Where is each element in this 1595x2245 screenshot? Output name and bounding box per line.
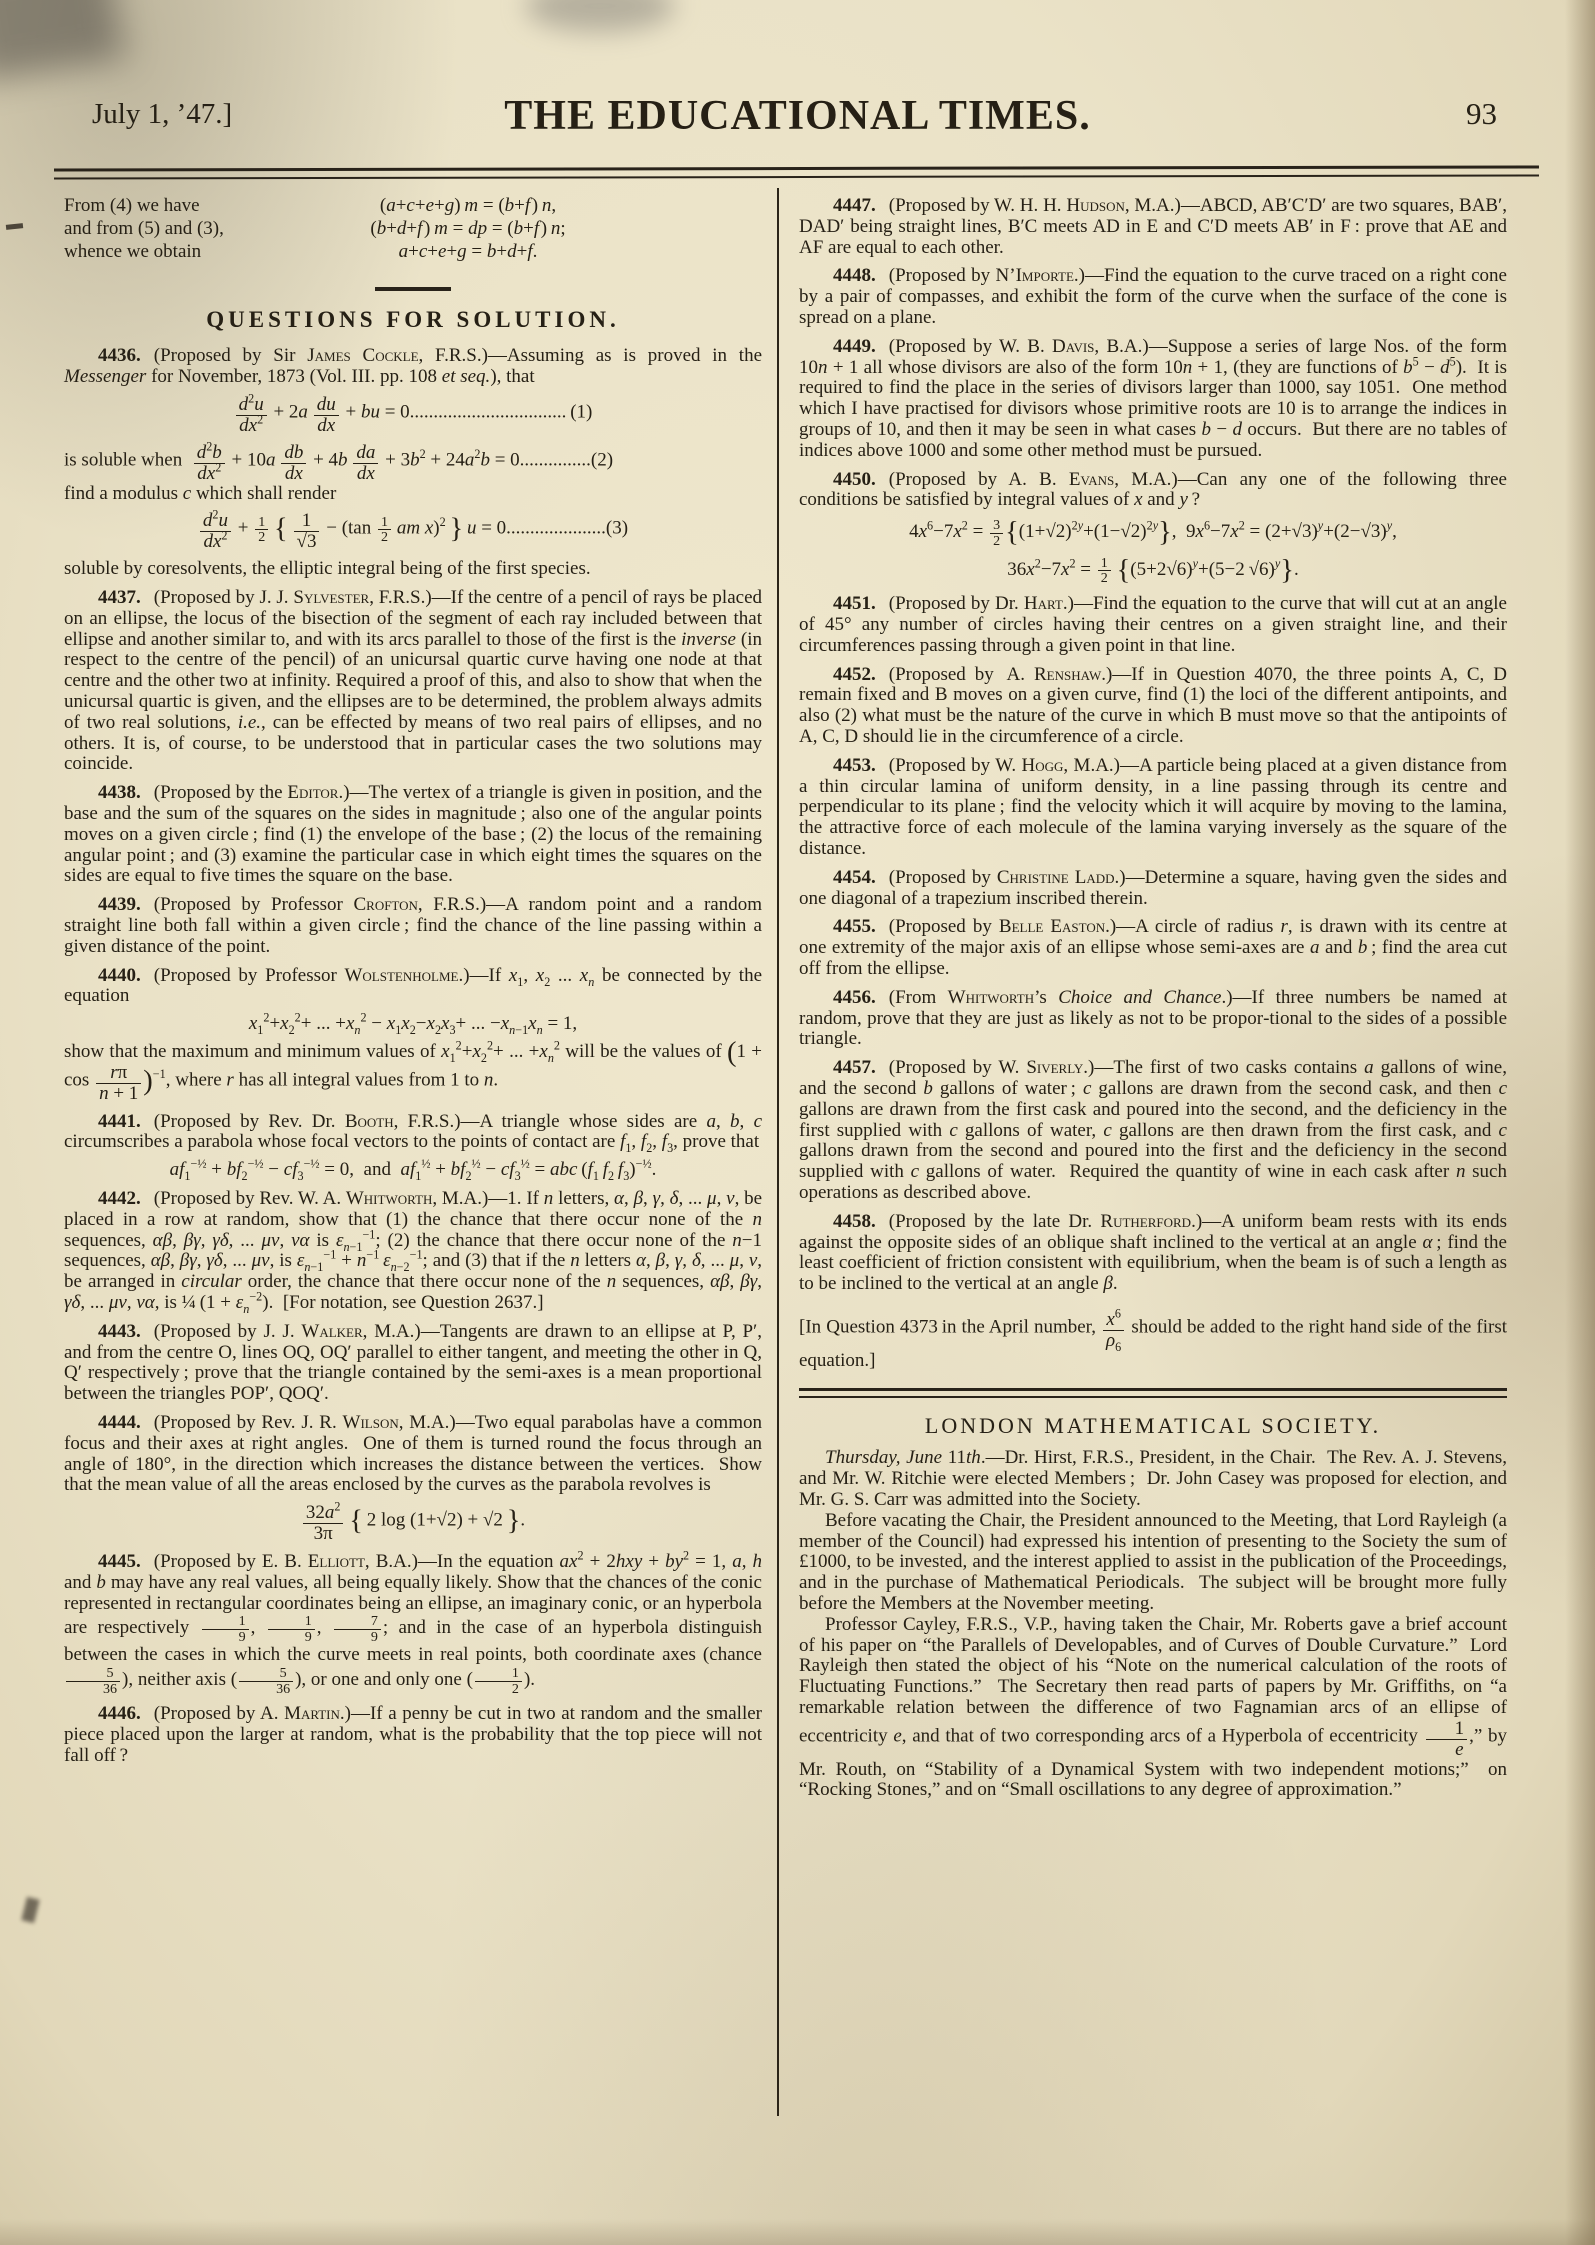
- section-separator-rule: [375, 287, 451, 291]
- question-4454: [799, 868, 1507, 910]
- left-column: [64, 196, 762, 1775]
- question-4443: [64, 1322, 762, 1405]
- question-4456: [799, 988, 1507, 1050]
- question-body: (Proposed by Professor Wolstenholme.)—If $x_1$, $x_2$ ... $x_n$ be connected by the equation $x_1^2+x_2^2+$ ... $+x_n^2 - x_1x_2-x_2x_3+$ ... $-x_{n-1}x_n = 1$, show that the maximum and minimum values of $x_1^2+x_2^2+$ ... $+x_n^2$ will be the values of (1 + cos $\frac{r\pi}{n + 1}$ )$^{-1}$, where r has all integral values from 1 to n.: [64, 964, 763, 1104]
- society-heading: LONDON MATHEMATICAL SOCIETY.: [924, 1412, 1382, 1438]
- question-body: (Proposed by Professor Crofton, F.R.S.)—A random point and a random straight line both fall within a given circle ; find the chance of the line passing within a given distance of the point.: [64, 894, 762, 957]
- question-number: 4445.: [98, 1551, 141, 1573]
- question-number: 4454.: [833, 866, 876, 888]
- question-body: (Proposed by W. Siverly.)—The first of two casks contains a gallons of wine, and the second b gallons of water ; c gallons are drawn from the second cask, and then c gallons are drawn from the first cask and poured into the second, and the deficiency in the first supplied with c gallons of water, c gallons are then drawn from the first cask, and c gallons drawn from the second and poured into the first and the deficiency in the second supplied with c gallons of water. Required the quantity of wine in each cask after n such operations as described above.: [799, 1057, 1507, 1203]
- question-4441: [64, 1112, 762, 1181]
- derivation-row: [64, 242, 762, 263]
- question-body: (Proposed by N’Importe.)—Find the equation to the curve traced on a right cone by a pair of compasses, and exhibit the form of the curve when the surface of the cone is spread on a plane.: [799, 265, 1507, 328]
- question-number: 4444.: [98, 1411, 141, 1433]
- question-4445: [64, 1548, 763, 1697]
- question-body: (Proposed by Dr. Hart.)—Find the equation to the curve that will cut at an angle of 45° any number of circles having their centres on a given straight line, and their circumferences passing through a given point in that line.: [799, 593, 1507, 656]
- society-paragraph: Thursday, June 11th.—Dr. Hirst, F.R.S., President, in the Chair. The Rev. A. J. Stevens, and Mr. W. Ritchie were elected Members ; Dr. John Casey was proposed for election, and Mr. G. S. Carr was admitted into the Society.: [799, 1447, 1507, 1510]
- question-number: 4440.: [98, 964, 141, 986]
- erratum-note: [In Question 4373 in the April number, $\frac{x^6}{\rho_6}$ should be added to the right hand side of the first equation.]: [799, 1306, 1507, 1371]
- question-number: 4441.: [98, 1110, 141, 1132]
- scan-edge-shadow-right: [1565, 0, 1595, 2245]
- question-number: 4456.: [833, 986, 876, 1008]
- derivation-equation: (a+c+e+g) m = (b+f ) n,: [379, 195, 557, 216]
- derivation-equation: (b+d+f ) m = dp = (b+f ) n;: [370, 217, 566, 239]
- question-4458: [799, 1212, 1507, 1295]
- question-number: 4446.: [98, 1703, 141, 1725]
- question-number: 4450.: [833, 468, 876, 490]
- scan-smudge: [525, 0, 675, 32]
- question-body: (Proposed by W. B. Davis, B.A.)—Suppose a series of large Nos. of the form 10n + 1 all whose divisors are also of the form 10n + 1, (they are functions of $b^5 - d^5$). It is required to find the place in the series of divisors larger than 1000, say 1051. One method which I have practised for divisors whose primitive roots are 10 is to arrange the indices in groups of 10, and then it may be seen in what cases b − d occurs. But there are no tables of indices above 1000 and some other method must be pursued.: [799, 335, 1507, 461]
- society-paragraph: Professor Cayley, F.R.S., V.P., having taken the Chair, Mr. Roberts gave a brief account of his paper on “the Parallels of Developables, and of Curves of Double Curvature.” Lord Rayleigh then stated the object of his “Note on the numerical calculation of the roots of Fluctuating Functions.” The Secretary then read parts of papers by Mr. Griffiths, on “a remarkable relation between the difference of two Fagnamian arcs of an ellipse of eccentricity e, and that of two corresponding arcs of a Hyperbola of eccentricity $\frac{1}{e}$ ,” by Mr. Routh, on “Stability of a Dynamical System with two independent motions;” on “Rocking Stones,” and on “Small oscillations to any degree of approximation.”: [799, 1613, 1508, 1801]
- question-number: 4447.: [833, 195, 876, 216]
- question-4457: [799, 1058, 1507, 1204]
- question-body: (Proposed by A. Renshaw.)—If in Question 4070, the three points A, C, D remain fixed and B moves on a given curve, find (1) the loci of the different antipoints, and also (2) what must be the nature of the curve in which B must move so that the antipoints of A, C, D should lie in the circumference of a circle.: [799, 663, 1507, 747]
- right-column: [799, 196, 1507, 1801]
- question-body: (Proposed by Belle Easton.)—A circle of radius r, is drawn with its centre at one extremity of the major axis of an ellipse whose semi-axes are a and b ; find the area cut off from the ellipse.: [799, 916, 1507, 979]
- derivation-label: whence we obtain: [64, 240, 202, 262]
- question-body: (Proposed by Rev. Dr. Booth, F.R.S.)—A triangle whose sides are a, b, c circumscribes a parabola whose focal vectors to the points of contact are $f_1$, $f_2$, $f_3$, prove that $af_1^{-\frac{1}{2}} + bf_2^{-\frac{1}{2}} - cf_3^{-\frac{1}{2}} = 0$, and $af_1^{\frac{1}{2}} + bf_2^{\frac{1}{2}} - cf_3^{\frac{1}{2}}$ = abc ($f_1$ $f_2$ $f_3)^{-\frac{1}{2}}$.: [64, 1110, 763, 1183]
- question-4437: [64, 588, 762, 775]
- question-number: 4439.: [98, 894, 141, 916]
- question-number: 4457.: [833, 1057, 876, 1079]
- scan-edge-shadow-bottom: [0, 2219, 1595, 2245]
- page-number: 93: [1466, 96, 1497, 131]
- question-number: 4448.: [833, 265, 876, 287]
- question-body: (From Whitworth’s Choice and Chance.)—If three numbers be named at random, prove that they are just as likely as not to be propor‑tional to the sides of a possible triangle.: [799, 986, 1507, 1050]
- section-heading: QUESTIONS FOR SOLUTION.: [206, 307, 620, 333]
- derivation-equation: a+c+e+g = b+d+f.: [398, 240, 538, 262]
- question-4438: [64, 783, 762, 887]
- question-number: 4436.: [98, 345, 141, 367]
- question-4449: [799, 337, 1507, 462]
- scan-ink-mark: [6, 223, 23, 230]
- scan-ink-mark: [21, 1897, 39, 1923]
- question-number: 4449.: [833, 335, 876, 357]
- question-number: 4453.: [833, 754, 876, 776]
- question-number: 4438.: [98, 782, 141, 804]
- question-4440: [64, 966, 762, 1104]
- question-body: (Proposed by the late Dr. Rutherford.)—A uniform beam rests with its ends against the opposite sides of an oblique shaft inclined to the vertical at an angle α ; find the least coefficient of friction consistent with equilibrium, when the beam is of such a length as to be inclined to the vertical at an angle β.: [799, 1210, 1508, 1295]
- question-number: 4451.: [833, 593, 876, 615]
- question-number: 4455.: [833, 916, 876, 938]
- column-divider: [777, 188, 779, 2116]
- question-4442: [64, 1189, 762, 1314]
- question-body: (Proposed by Christine Ladd.)—Determine a square, having gven the sides and one diagonal of a trapezium inscribed therein.: [799, 866, 1507, 909]
- question-number: 4452.: [833, 663, 876, 685]
- question-number: 4437.: [98, 587, 141, 608]
- question-4439: [64, 895, 762, 957]
- derivation-row: [64, 219, 762, 240]
- issue-date: July 1, ’47.]: [92, 98, 233, 130]
- question-4436: [64, 346, 762, 580]
- question-4453: [799, 756, 1507, 860]
- derivation-row: [64, 196, 762, 217]
- question-4450: [799, 470, 1507, 587]
- question-body: (Proposed by the Editor.)—The vertex of a triangle is given in position, and the base and the sum of the squares on the sides in magnitude ; also one of the angular points moves on a given circle ; find (1) the envelope of the base ; (2) the locus of the remaining angular point ; and (3) examine the particular case in which eight times the squares on the sides are equal to five times the square on the base.: [64, 782, 762, 887]
- question-body: (Proposed by W. H. H. Hudson, M.A.)—ABCD, AB′C′D′ are two squares, BAB′, DAD′ being straight lines, B′C meets AD in E and C′D meets AB′ in F : prove that AE and AF are equal to each other.: [799, 195, 1507, 258]
- question-4451: [799, 594, 1507, 656]
- question-body: (Proposed by W. Hogg, M.A.)—A particle being placed at a given distance from a thin circular lamina of uniform density, in a line passing through its centre and perpendicular to its plane ; find the velocity which it will acquire by moving to the lamina, the attractive force of each molecule of the lamina varying inversely as the square of the distance.: [799, 754, 1507, 859]
- question-body: (Proposed by Rev. W. A. Whitworth, M.A.)—1. If n letters, α, β, γ, δ, ... μ, ν, be placed in a row at random, show that (1) the chance that there occur none of the n sequences, αβ, βγ, γδ, ... μν, να is $\varepsilon_{n-1}^{-1}$; (2) the chance that there occur none of the n−1 sequences, αβ, βγ, γδ, ... μν, is $\varepsilon_{n-1}^{-1} + n^{-1}$ $\varepsilon_{n-2}^{-1}$; and (3) that if the n letters α, β, γ, δ, ... μ, ν, be arranged in circular order, the chance that there occur none of the n sequences, αβ, βγ, γδ, ... μν, να, is ¼ $(1 + \varepsilon_n^{-2})$. [For notation, see Question 2637.]: [64, 1188, 763, 1316]
- derivation-label: and from (5) and (3),: [64, 217, 224, 239]
- scan-corner-shadow: [0, 0, 124, 82]
- derivation-label: From (4) we have: [64, 195, 200, 216]
- question-body: (Proposed by A. Martin.)—If a penny be cut in two at random and the smaller piece placed upon the larger at random, what is the probability that the top piece will not fall off ?: [64, 1703, 762, 1766]
- question-number: 4443.: [98, 1320, 141, 1342]
- society-paragraph: Before vacating the Chair, the President announced to the Meeting, that Lord Rayleigh (a member of the Council) had expressed his intention of presenting to the Society the sum of £1000, to be invested, and the interest applied to assist in the publication of the Proceedings, and in the purchase of Mathematical Periodicals. The subject will be brought more fully before the Members at the November meeting.: [799, 1509, 1507, 1614]
- question-4446: [64, 1704, 762, 1766]
- question-body: (Proposed by Rev. J. R. Wilson, M.A.)—Two equal parabolas have a common focus and their axes at right angles. One of them is turned round the focus through an angle of 180°, in the direction which increases the distance between the vertices. Show that the mean value of all the areas enclosed by the curves as the parabola revolves is $\frac{32a^2}{3\pi}$ { 2 log (1+√2) + √2 }.: [64, 1411, 762, 1545]
- question-body: (Proposed by J. J. Walker, M.A.)—Tangents are drawn to an ellipse at P, P′, and from the centre O, lines OQ, OQ′ parallel to either tangent, and meeting the other in Q, Q′ respectively ; prove that the triangle contained by the semi-axes is a mean proportional between the triangles POP′, QOQ′.: [64, 1320, 763, 1405]
- question-number: 4458.: [833, 1210, 876, 1232]
- question-4444: [64, 1413, 762, 1544]
- question-4447: [799, 196, 1507, 258]
- question-4448: [799, 266, 1507, 328]
- question-body: (Proposed by E. B. Elliott, B.A.)—In the equation $ax^2 + 2hxy + by^2 = 1$, a, h and b may have any real values, all being equally likely. Show that the chances of the conic represented in rectangular coordinates being an ellipse, an imaginary conic, or an hyperbola are respectively $\frac{1}{9}$ , $\frac{1}{9}$ , $\frac{7}{9}$ ; and in the case of an hyperbola distinguish between the cases in which the curve meets in real points, both coordinate axes (chance $\frac{5}{36}$ ), neither axis ( $\frac{5}{36}$ ), or one and only one ( $\frac{1}{2}$ ).: [64, 1548, 763, 1697]
- question-body: (Proposed by Sir James Cockle, F.R.S.)—Assuming as is proved in the Messenger for November, 1873 (Vol. III. pp. 108 et seq.), that $\frac{d^2u}{dx^2}$ + 2a $\frac{du}{dx}$ + bu = 0................................. (1) is soluble when $\frac{d^2b}{dx^2}$ + 10a $\frac{db}{dx}$ + 4b $\frac{da}{dx}$ + $3b^2 + 24a^2b = 0...............(2)$ find a modulus c which shall render $\frac{d^2u}{dx^2}$ + $\frac{1}{2}$ { $\frac{1}{√3}$ − (tan $\frac{1}{2}$ am x)$^2$ } u = 0.....................(3) soluble by coresolvents, the elliptic integral being of the first species.: [64, 345, 762, 580]
- question-number: 4442.: [98, 1188, 141, 1209]
- society-section-rule: [799, 1388, 1507, 1398]
- page-title: THE EDUCATIONAL TIMES.: [504, 93, 1091, 139]
- question-4455: [799, 917, 1507, 979]
- question-body: (Proposed by J. J. Sylvester, F.R.S.)—If the centre of a pencil of rays be placed on an ellipse, the locus of the bisection of the segment of each ray included between that ellipse and another similar to, and with its arcs parallel to those of the first is the inverse (in respect to the centre of the pencil) of an unicursal quartic curve having one node at that centre and the other two at infinity. Required a proof of this, and also to show that when the unicursal quartic is given, and the ellipses are to be determined, the problem always admits of two real solutions, i.e., can be effected by means of two real pairs of ellipses, and no others. It is, of course, to be understood that in particular cases the two solutions may coincide.: [64, 587, 763, 775]
- header-rule: [54, 165, 1539, 179]
- question-4452: [799, 665, 1507, 748]
- question-body: (Proposed by A. B. Evans, M.A.)—Can any one of the following three conditions be satisfied by integral values of x and y ? $4x^6-7x^2$ = $\frac{3}{2}$ $\{(1+√2)^{2y}+(1-√2)^{2y}\}$, $9x^6-7x^2 = (2+√3)^y+(2-√3)^y$, $36x^2-7x^2$ = $\frac{1}{2}$ {$(5+2√6)^y+(5-2$ √6)$^y$}.: [799, 468, 1507, 587]
